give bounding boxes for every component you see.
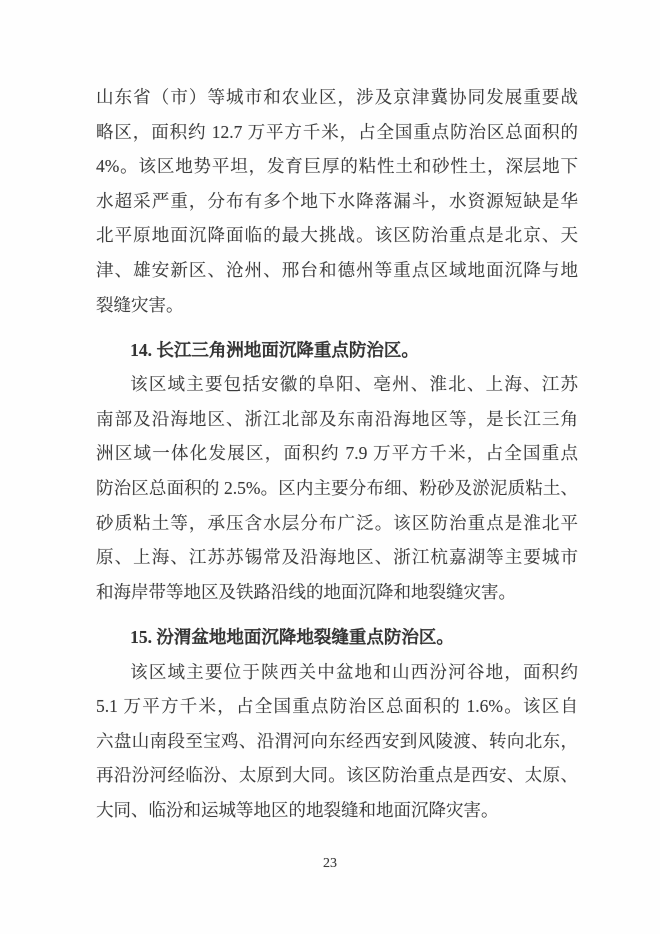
text-line: 裂缝灾害。 bbox=[96, 294, 184, 315]
text-line: 再沿汾河经临汾、太原到大同。该区防治重点是西安、太原、 bbox=[96, 765, 578, 786]
text-line: 北平原地面沉降面临的最大挑战。该区防治重点是北京、天 bbox=[96, 225, 578, 246]
text-line: 大同、临汾和运城等地区的地裂缝和地面沉降灾害。 bbox=[96, 799, 499, 820]
text-line: 砂质粘土等，承压含水层分布广泛。该区防治重点是淮北平 bbox=[96, 512, 578, 533]
text-line: 山东省（市）等城市和农业区，涉及京津冀协同发展重要战 bbox=[96, 87, 578, 107]
text-line: 15. 汾渭盆地地面沉降地裂缝重点防治区。 bbox=[130, 626, 454, 647]
text-line: 津、雄安新区、沧州、邢台和德州等重点区域地面沉降与地 bbox=[96, 259, 578, 280]
text-line: 水超采严重，分布有多个地下水降落漏斗，水资源短缺是华 bbox=[96, 190, 578, 211]
text-line: 防治区总面积的 2.5%。区内主要分布细、粉砂及淤泥质粘土、 bbox=[96, 478, 578, 499]
text-line: 5.1 万平方千米，占全国重点防治区总面积的 1.6%。该区自 bbox=[96, 696, 578, 717]
text-line: 洲区域一体化发展区，面积约 7.9 万平方千米，占全国重点 bbox=[96, 443, 578, 464]
document-text-block bbox=[96, 80, 578, 827]
text-line: 南部及沿海地区、浙江北部及东南沿海地区等，是长江三角 bbox=[96, 408, 578, 429]
text-line: 该区域主要包括安徽的阜阳、亳州、淮北、上海、江苏 bbox=[130, 374, 578, 395]
text-line: 六盘山南段至宝鸡、沿渭河向东经西安到风陵渡、转向北东， bbox=[96, 730, 578, 751]
text-line: 该区域主要位于陕西关中盆地和山西汾河谷地，面积约 bbox=[130, 661, 578, 682]
text-line: 和海岸带等地区及铁路沿线的地面沉降和地裂缝灾害。 bbox=[96, 581, 516, 602]
text-line: 略区，面积约 12.7 万平方千米，占全国重点防治区总面积的 bbox=[96, 121, 578, 142]
text-line: 4%。该区地势平坦，发育巨厚的粘性土和砂性土，深层地下 bbox=[96, 156, 578, 177]
page-number: 23 bbox=[323, 856, 337, 871]
text-line: 14. 长江三角洲地面沉降重点防治区。 bbox=[130, 339, 419, 360]
text-line: 原、上海、江苏苏锡常及沿海地区、浙江杭嘉湖等主要城市 bbox=[96, 547, 578, 568]
